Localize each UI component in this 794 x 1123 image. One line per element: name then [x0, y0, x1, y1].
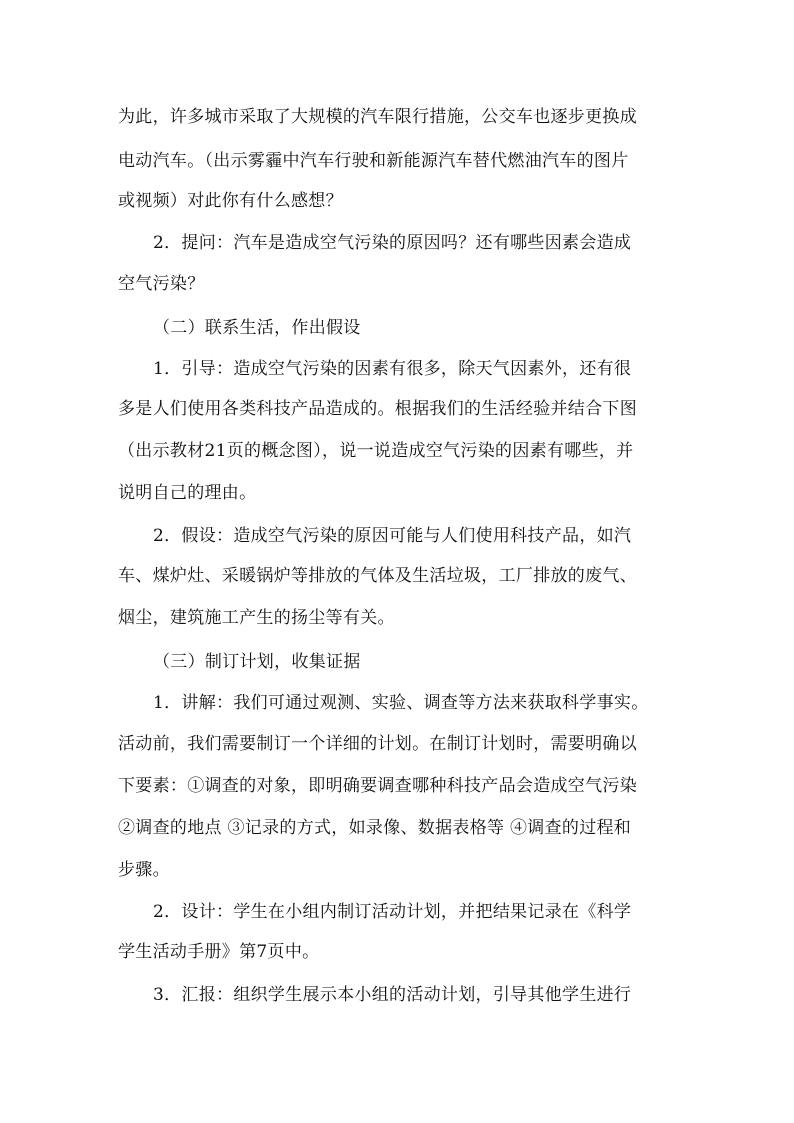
- report-item-3: 3．汇报：组织学生展示本小组的活动计划，引导其他学生进行: [153, 985, 632, 1005]
- explain-item-1: 1．讲解：我们可通过观测、实验、调查等方法来获取科学事实。: [153, 693, 649, 713]
- paragraph-line: 为此，许多城市采取了大规模的汽车限行措施，公交车也逐步更换成: [118, 107, 637, 127]
- paragraph-line: ②调查的地点 ③记录的方式，如录像、数据表格等 ④调查的过程和: [118, 818, 632, 838]
- question-item-2: 2．提问：汽车是造成空气污染的原因吗？还有哪些因素会造成: [153, 233, 632, 253]
- paragraph-line: 多是人们使用各类科技产品造成的。根据我们的生活经验并结合下图: [118, 399, 637, 419]
- hypothesis-item-2: 2．假设：造成空气污染的原因可能与人们使用科技产品，如汽: [153, 526, 632, 546]
- paragraph-line: 活动前，我们需要制订一个详细的计划。在制订计划时，需要明确以: [118, 734, 637, 754]
- paragraph-line: 空气污染？: [118, 274, 205, 294]
- paragraph-line: （出示教材21页的概念图），说一说造成空气污染的因素有哪些，并: [118, 441, 634, 461]
- section-heading-3: （三）制订计划，收集证据: [153, 652, 361, 672]
- paragraph-line: 说明自己的理由。: [118, 483, 257, 503]
- design-item-2: 2．设计：学生在小组内制订活动计划，并把结果记录在《科学: [153, 902, 632, 922]
- paragraph-line: 步骤。: [118, 860, 170, 880]
- section-heading-2: （二）联系生活，作出假设: [153, 318, 361, 338]
- guide-item-1: 1．引导：造成空气污染的因素有很多，除天气因素外，还有很: [153, 359, 632, 379]
- paragraph-line: 下要素：①调查的对象，即明确要调查哪种科技产品会造成空气污染: [118, 776, 637, 796]
- paragraph-line: 学生活动手册》第7页中。: [118, 942, 320, 962]
- paragraph-line: 烟尘，建筑施工产生的扬尘等有关。: [118, 608, 395, 628]
- paragraph-line: 或视频）对此你有什么感想？: [118, 191, 343, 211]
- paragraph-line: 电动汽车。（出示雾霾中汽车行驶和新能源汽车替代燃油汽车的图片: [118, 151, 629, 171]
- paragraph-line: 车、煤炉灶、采暖锅炉等排放的气体及生活垃圾，工厂排放的废气、: [118, 566, 637, 586]
